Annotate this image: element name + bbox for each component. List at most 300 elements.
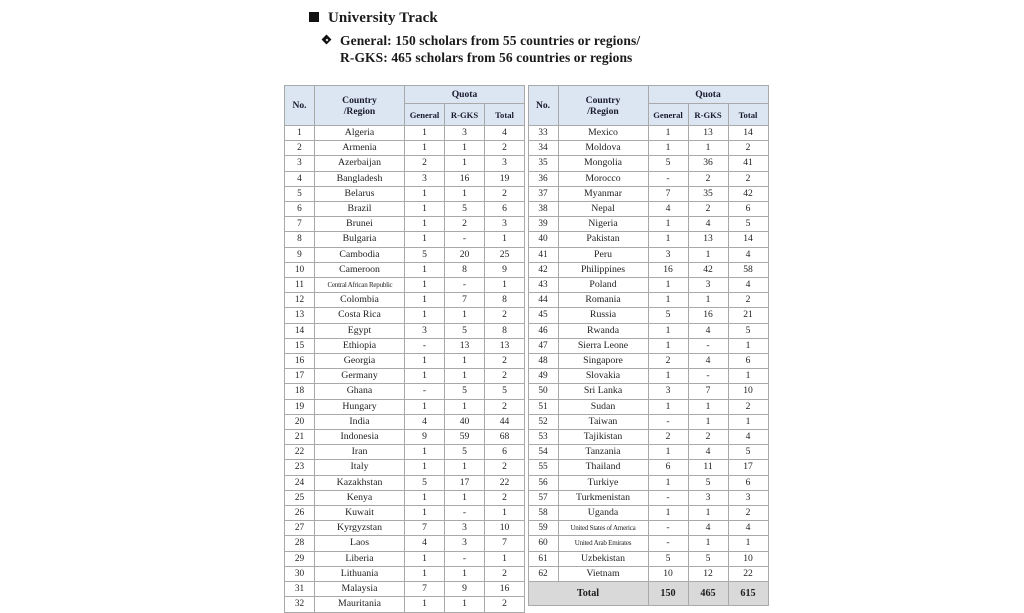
table-row — [528, 217, 768, 232]
header-country-line2: /Region — [343, 105, 376, 117]
header-rgks: R-GKS — [445, 104, 485, 126]
cell-country: India — [315, 414, 405, 429]
cell-rgks: - — [688, 369, 728, 384]
cell-country: Egypt — [315, 323, 405, 338]
cell-country: Kazakhstan — [315, 475, 405, 490]
cell-country: Italy — [315, 460, 405, 475]
cell-general: 1 — [405, 278, 445, 293]
cell-no: 55 — [528, 460, 558, 475]
header-country-region — [558, 86, 648, 126]
cell-country: Mongolia — [558, 156, 648, 171]
cell-general: 7 — [405, 521, 445, 536]
cell-no: 22 — [285, 445, 315, 460]
cell-total: 2 — [485, 354, 525, 369]
cell-total: 2 — [485, 460, 525, 475]
header-quota: Quota — [405, 86, 525, 104]
cell-rgks: 12 — [688, 566, 728, 581]
cell-rgks: 1 — [445, 156, 485, 171]
cell-no: 34 — [528, 141, 558, 156]
cell-country: Rwanda — [558, 323, 648, 338]
header-total: Total — [485, 104, 525, 126]
cell-total: 2 — [728, 293, 768, 308]
cell-total: 5 — [728, 217, 768, 232]
table-row — [285, 414, 525, 429]
cell-total: 4 — [728, 430, 768, 445]
cell-general: 5 — [648, 551, 688, 566]
cell-no: 52 — [528, 414, 558, 429]
cell-country: Malaysia — [315, 582, 405, 597]
cell-total: 6 — [485, 202, 525, 217]
cell-total: 2 — [485, 186, 525, 201]
cell-rgks: 1 — [688, 141, 728, 156]
table-row — [285, 247, 525, 262]
cell-total: 42 — [728, 186, 768, 201]
cell-total: 6 — [485, 445, 525, 460]
cell-no: 39 — [528, 217, 558, 232]
heading-university-track-label: University Track — [328, 10, 438, 26]
table-row — [285, 369, 525, 384]
total-general: 150 — [648, 582, 688, 606]
cell-no: 12 — [285, 293, 315, 308]
cell-general: - — [648, 171, 688, 186]
cell-general: - — [405, 384, 445, 399]
cell-no: 26 — [285, 506, 315, 521]
header-country-line1: Country — [342, 94, 377, 106]
table-row — [285, 141, 525, 156]
table-body-left — [285, 126, 525, 613]
cell-country: Germany — [315, 369, 405, 384]
cell-no: 18 — [285, 384, 315, 399]
table-row — [285, 338, 525, 353]
quota-table-left — [284, 85, 525, 613]
cell-country: Turkiye — [558, 475, 648, 490]
cell-no: 41 — [528, 247, 558, 262]
header-country-region — [315, 86, 405, 126]
cell-country: Kenya — [315, 490, 405, 505]
cell-total: 4 — [485, 126, 525, 141]
table-row — [285, 430, 525, 445]
cell-general: 4 — [405, 536, 445, 551]
cell-no: 48 — [528, 354, 558, 369]
table-row — [285, 126, 525, 141]
cell-country: Liberia — [315, 551, 405, 566]
cell-general: 5 — [648, 308, 688, 323]
cell-country: Russia — [558, 308, 648, 323]
cell-country: Pakistan — [558, 232, 648, 247]
cell-rgks: 7 — [445, 293, 485, 308]
cell-total: 22 — [728, 566, 768, 581]
cell-general: 1 — [405, 490, 445, 505]
cell-rgks: 40 — [445, 414, 485, 429]
cell-general: 1 — [405, 445, 445, 460]
cell-rgks: 4 — [688, 445, 728, 460]
cell-country: Cameroon — [315, 262, 405, 277]
cell-country: Nepal — [558, 202, 648, 217]
total-rgks: 465 — [688, 582, 728, 606]
cell-total: 22 — [485, 475, 525, 490]
header-country-line1: Country — [585, 94, 621, 106]
cell-general: 4 — [405, 414, 445, 429]
cell-rgks: 1 — [688, 506, 728, 521]
cell-total: 1 — [485, 232, 525, 247]
cell-general: 1 — [648, 232, 688, 247]
heading-scholar-summary — [322, 32, 829, 66]
cell-rgks: 16 — [688, 308, 728, 323]
header-quota: Quota — [648, 86, 768, 104]
cell-no: 9 — [285, 247, 315, 262]
cell-no: 21 — [285, 430, 315, 445]
cell-country: Armenia — [315, 141, 405, 156]
cell-total: 10 — [728, 384, 768, 399]
cell-no: 60 — [528, 536, 558, 551]
cell-country: Uganda — [558, 506, 648, 521]
table-row — [528, 399, 768, 414]
cell-general: 2 — [648, 354, 688, 369]
cell-total: 13 — [485, 338, 525, 353]
cell-general: 9 — [405, 430, 445, 445]
cell-country: Philippines — [558, 262, 648, 277]
table-row — [285, 384, 525, 399]
cell-no: 49 — [528, 369, 558, 384]
table-row — [285, 506, 525, 521]
cell-no: 2 — [285, 141, 315, 156]
cell-country: Cambodia — [315, 247, 405, 262]
table-row — [285, 217, 525, 232]
cell-rgks: 2 — [445, 217, 485, 232]
total-label: Total — [528, 582, 648, 606]
cell-general: 1 — [648, 445, 688, 460]
cell-country: Romania — [558, 293, 648, 308]
header-no: No. — [528, 86, 558, 126]
total-total: 615 — [728, 582, 768, 606]
cell-country: Singapore — [558, 354, 648, 369]
cell-general: 2 — [648, 430, 688, 445]
table-row — [528, 369, 768, 384]
cell-no: 3 — [285, 156, 315, 171]
cell-country: Thailand — [558, 460, 648, 475]
cell-total: 4 — [728, 247, 768, 262]
cell-no: 4 — [285, 171, 315, 186]
cell-no: 50 — [528, 384, 558, 399]
cell-total: 21 — [728, 308, 768, 323]
quota-table-right — [528, 85, 769, 606]
cell-general: - — [648, 521, 688, 536]
cell-no: 14 — [285, 323, 315, 338]
cell-general: 1 — [405, 217, 445, 232]
cell-total: 7 — [485, 536, 525, 551]
table-row — [528, 278, 768, 293]
cell-no: 42 — [528, 262, 558, 277]
cell-general: 4 — [648, 202, 688, 217]
heading-block — [309, 8, 829, 66]
cell-general: - — [648, 414, 688, 429]
table-row — [285, 536, 525, 551]
table-row — [528, 354, 768, 369]
header-row-top — [285, 86, 525, 104]
cell-country: Bulgaria — [315, 232, 405, 247]
cell-total: 2 — [485, 369, 525, 384]
cell-general: 1 — [405, 232, 445, 247]
header-no: No. — [285, 86, 315, 126]
cell-general: 7 — [648, 186, 688, 201]
total-row — [528, 582, 768, 606]
cell-no: 59 — [528, 521, 558, 536]
cell-total: 8 — [485, 323, 525, 338]
cell-rgks: 17 — [445, 475, 485, 490]
cell-general: 1 — [648, 126, 688, 141]
cell-general: 1 — [648, 323, 688, 338]
cell-no: 31 — [285, 582, 315, 597]
cell-rgks: 36 — [688, 156, 728, 171]
cell-no: 8 — [285, 232, 315, 247]
cell-country: Morocco — [558, 171, 648, 186]
cell-rgks: 2 — [688, 430, 728, 445]
cell-no: 62 — [528, 566, 558, 581]
cell-no: 53 — [528, 430, 558, 445]
table-head-left — [285, 86, 525, 126]
cell-total: 9 — [485, 262, 525, 277]
cell-rgks: 3 — [445, 126, 485, 141]
cell-total: 44 — [485, 414, 525, 429]
cell-general: 1 — [405, 551, 445, 566]
table-row — [285, 399, 525, 414]
cell-rgks: - — [445, 232, 485, 247]
cell-general: - — [648, 490, 688, 505]
cell-total: 17 — [728, 460, 768, 475]
cell-rgks: 1 — [445, 566, 485, 581]
table-row — [285, 354, 525, 369]
cell-general: 1 — [648, 506, 688, 521]
cell-country: Mauritania — [315, 597, 405, 612]
cell-rgks: 2 — [688, 202, 728, 217]
table-row — [528, 126, 768, 141]
cell-general: - — [648, 536, 688, 551]
cell-country: Turkmenistan — [558, 490, 648, 505]
heading-scholar-summary-text — [340, 32, 640, 66]
cell-total: 41 — [728, 156, 768, 171]
cell-no: 20 — [285, 414, 315, 429]
cell-total: 25 — [485, 247, 525, 262]
table-body-right — [528, 126, 768, 606]
table-row — [528, 247, 768, 262]
table-row — [528, 430, 768, 445]
cell-no: 61 — [528, 551, 558, 566]
filled-square-icon — [309, 12, 319, 22]
table-row — [285, 308, 525, 323]
cell-rgks: 4 — [688, 354, 728, 369]
cell-rgks: 1 — [688, 399, 728, 414]
table-row — [528, 475, 768, 490]
cell-total: 5 — [728, 323, 768, 338]
cell-total: 2 — [485, 490, 525, 505]
cell-country: Laos — [315, 536, 405, 551]
quota-tables — [284, 85, 776, 613]
cell-rgks: 59 — [445, 430, 485, 445]
cell-country: Tanzania — [558, 445, 648, 460]
cell-total: 68 — [485, 430, 525, 445]
cell-total: 2 — [728, 399, 768, 414]
cell-general: 1 — [405, 597, 445, 612]
cell-total: 10 — [728, 551, 768, 566]
table-row — [528, 171, 768, 186]
cell-country: Georgia — [315, 354, 405, 369]
table-row — [528, 536, 768, 551]
table-row — [528, 414, 768, 429]
cell-rgks: 1 — [445, 597, 485, 612]
cell-rgks: 1 — [445, 186, 485, 201]
cell-general: 10 — [648, 566, 688, 581]
cell-total: 3 — [485, 156, 525, 171]
cell-rgks: 3 — [688, 490, 728, 505]
cell-no: 10 — [285, 262, 315, 277]
cell-no: 7 — [285, 217, 315, 232]
header-row-top — [528, 86, 768, 104]
cell-general: 2 — [405, 156, 445, 171]
cell-total: 2 — [728, 506, 768, 521]
cell-rgks: 13 — [688, 126, 728, 141]
cell-rgks: 1 — [688, 247, 728, 262]
cell-no: 15 — [285, 338, 315, 353]
table-row — [528, 384, 768, 399]
cell-total: 5 — [728, 445, 768, 460]
cell-total: 1 — [728, 338, 768, 353]
cell-general: 3 — [405, 171, 445, 186]
cell-total: 6 — [728, 475, 768, 490]
cell-total: 14 — [728, 126, 768, 141]
cell-country: Kuwait — [315, 506, 405, 521]
cell-general: 1 — [405, 202, 445, 217]
heading-rgks-line: R-GKS: 465 scholars from 56 countries or regions — [340, 50, 633, 65]
cell-rgks: 11 — [688, 460, 728, 475]
cell-general: 1 — [405, 141, 445, 156]
cell-rgks: 5 — [688, 551, 728, 566]
cell-total: 1 — [728, 369, 768, 384]
cell-rgks: 5 — [445, 445, 485, 460]
cell-rgks: 1 — [688, 293, 728, 308]
cell-no: 11 — [285, 278, 315, 293]
table-row — [285, 445, 525, 460]
cell-total: 2 — [485, 399, 525, 414]
cell-no: 37 — [528, 186, 558, 201]
cell-no: 58 — [528, 506, 558, 521]
cell-no: 36 — [528, 171, 558, 186]
cell-rgks: 1 — [445, 308, 485, 323]
cell-no: 47 — [528, 338, 558, 353]
cell-general: 1 — [405, 399, 445, 414]
cell-country: Taiwan — [558, 414, 648, 429]
cell-rgks: 8 — [445, 262, 485, 277]
cell-country: Ethiopia — [315, 338, 405, 353]
cell-country: Central African Republic — [317, 278, 403, 293]
cell-total: 1 — [485, 278, 525, 293]
cell-total: 6 — [728, 354, 768, 369]
cell-rgks: 13 — [445, 338, 485, 353]
table-row — [285, 582, 525, 597]
cell-general: 1 — [405, 566, 445, 581]
cell-rgks: 5 — [445, 202, 485, 217]
cell-rgks: 7 — [688, 384, 728, 399]
table-row — [285, 171, 525, 186]
cell-no: 5 — [285, 186, 315, 201]
table-row — [528, 506, 768, 521]
cell-rgks: - — [445, 278, 485, 293]
cell-country: Bangladesh — [315, 171, 405, 186]
cell-no: 35 — [528, 156, 558, 171]
cell-total: 2 — [728, 141, 768, 156]
cell-country: Nigeria — [558, 217, 648, 232]
table-row — [285, 278, 525, 293]
cell-country: Hungary — [315, 399, 405, 414]
header-rgks: R-GKS — [688, 104, 728, 126]
cell-general: 7 — [405, 582, 445, 597]
cell-general: 1 — [405, 460, 445, 475]
cell-rgks: 5 — [688, 475, 728, 490]
cell-general: 1 — [405, 354, 445, 369]
cell-country: Kyrgyzstan — [315, 521, 405, 536]
cell-rgks: 1 — [445, 490, 485, 505]
cell-general: 1 — [405, 126, 445, 141]
table-row — [528, 338, 768, 353]
cell-general: 1 — [405, 369, 445, 384]
table-row — [285, 551, 525, 566]
table-row — [528, 232, 768, 247]
table-row — [285, 323, 525, 338]
cell-total: 19 — [485, 171, 525, 186]
cell-general: 1 — [648, 293, 688, 308]
cell-country: Brunei — [315, 217, 405, 232]
cell-rgks: 13 — [688, 232, 728, 247]
header-country-line2: /Region — [587, 105, 619, 117]
cell-country: Lithuania — [315, 566, 405, 581]
cell-rgks: 5 — [445, 384, 485, 399]
table-row — [528, 262, 768, 277]
cell-total: 6 — [728, 202, 768, 217]
cell-country: Sierra Leone — [558, 338, 648, 353]
cell-no: 54 — [528, 445, 558, 460]
cell-country: United States of America — [560, 521, 646, 536]
cell-total: 14 — [728, 232, 768, 247]
heading-university-track — [309, 8, 829, 28]
cell-country: Iran — [315, 445, 405, 460]
cell-rgks: 42 — [688, 262, 728, 277]
diamond-icon — [322, 35, 333, 46]
cell-no: 27 — [285, 521, 315, 536]
cell-country: Sudan — [558, 399, 648, 414]
cell-general: 1 — [648, 217, 688, 232]
header-total: Total — [728, 104, 768, 126]
cell-rgks: 3 — [445, 521, 485, 536]
cell-country: Mexico — [558, 126, 648, 141]
cell-country: Sri Lanka — [558, 384, 648, 399]
cell-no: 19 — [285, 399, 315, 414]
cell-no: 17 — [285, 369, 315, 384]
cell-rgks: 1 — [445, 460, 485, 475]
cell-rgks: 4 — [688, 217, 728, 232]
cell-rgks: 3 — [688, 278, 728, 293]
cell-country: United Arab Emirates — [560, 536, 646, 551]
table-row — [528, 460, 768, 475]
table-row — [285, 490, 525, 505]
cell-country: Vietnam — [558, 566, 648, 581]
cell-rgks: 4 — [688, 323, 728, 338]
cell-total: 8 — [485, 293, 525, 308]
cell-general: 1 — [648, 399, 688, 414]
cell-no: 43 — [528, 278, 558, 293]
cell-total: 2 — [485, 597, 525, 612]
cell-country: Algeria — [315, 126, 405, 141]
cell-no: 51 — [528, 399, 558, 414]
table-row — [528, 186, 768, 201]
